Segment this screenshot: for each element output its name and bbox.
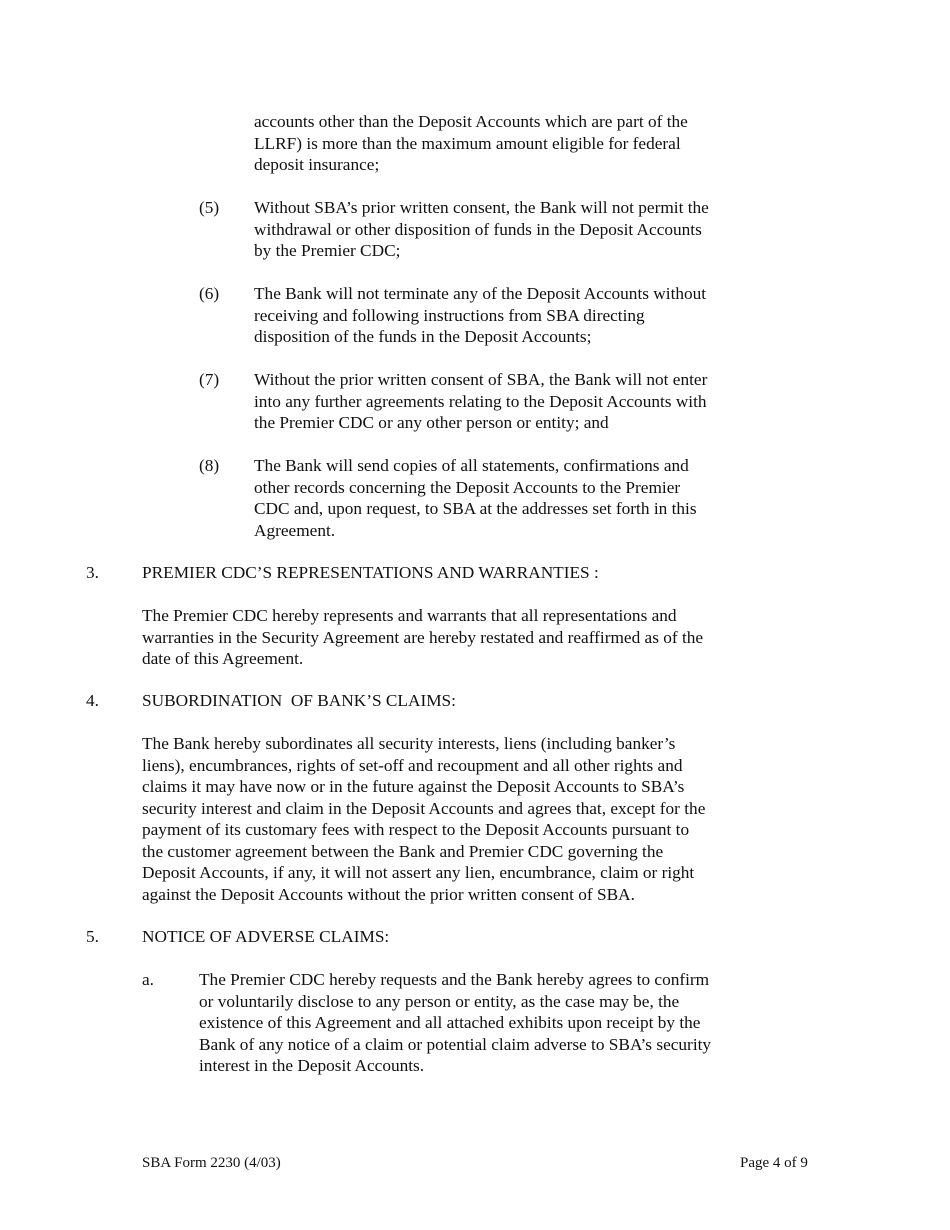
text-line: CDC and, upon request, to SBA at the addresses set forth in this <box>254 499 697 518</box>
text-line: the Premier CDC or any other person or entity; and <box>254 413 609 432</box>
text-line: claims it may have now or in the future against the Deposit Accounts to SBA’s <box>142 777 685 796</box>
sub-item-5-label: (5) <box>199 198 220 217</box>
sub-item-6-label: (6) <box>199 284 220 303</box>
text-line: Without the prior written consent of SBA, the Bank will not enter <box>254 370 708 389</box>
text-line: interest in the Deposit Accounts. <box>199 1056 425 1075</box>
text-line: or voluntarily disclose to any person or entity, as the case may be, the <box>199 991 680 1011</box>
text-line: the customer agreement between the Bank and Premier CDC governing the <box>142 841 664 861</box>
section-4-number: 4. <box>86 691 99 710</box>
section-4-heading: SUBORDINATION OF BANK’S CLAIMS: <box>142 691 456 710</box>
footer-form-id: SBA Form 2230 (4/03) <box>142 1155 281 1171</box>
section-3-heading: PREMIER CDC’S REPRESENTATIONS AND WARRANTIES : <box>142 563 599 582</box>
continuation-paragraph <box>254 111 774 176</box>
sub-item-8-label: (8) <box>199 456 220 475</box>
text-line: receiving and following instructions from SBA directing <box>254 305 645 325</box>
sub-item-7-label: (7) <box>199 370 220 389</box>
footer-page-number: Page 4 of 9 <box>740 1155 808 1171</box>
sub-item-7-text <box>254 369 774 434</box>
section-5-sub-a-label: a. <box>142 970 154 989</box>
section-3-paragraph <box>142 605 782 670</box>
text-line: withdrawal or other disposition of funds in the Deposit Accounts <box>254 219 702 239</box>
sub-item-5-text <box>254 197 774 262</box>
text-line: accounts other than the Deposit Accounts which are part of the <box>254 112 688 131</box>
text-line: deposit insurance; <box>254 155 380 174</box>
text-line: other records concerning the Deposit Accounts to the Premier <box>254 477 681 497</box>
text-line: The Bank will send copies of all statements, confirmations and <box>254 456 689 475</box>
section-3-number: 3. <box>86 563 99 582</box>
sub-item-8-text <box>254 455 774 541</box>
text-line: The Premier CDC hereby represents and warrants that all representations and <box>142 606 677 625</box>
text-line: Without SBA’s prior written consent, the Bank will not permit the <box>254 198 709 217</box>
section-5-number: 5. <box>86 927 99 946</box>
text-line: liens), encumbrances, rights of set-off and recoupment and all other rights and <box>142 755 683 775</box>
sub-item-6-text <box>254 283 774 348</box>
text-line: against the Deposit Accounts without the prior written consent of SBA. <box>142 884 635 904</box>
text-line: by the Premier CDC; <box>254 241 401 260</box>
text-line: The Bank hereby subordinates all security interests, liens (including banker’s <box>142 734 676 753</box>
text-line: disposition of the funds in the Deposit Accounts; <box>254 327 592 346</box>
text-line: Bank of any notice of a claim or potential claim adverse to SBA’s security <box>199 1034 712 1054</box>
text-line: LLRF) is more than the maximum amount eligible for federal <box>254 133 681 153</box>
text-line: Deposit Accounts, if any, it will not assert any lien, encumbrance, claim or right <box>142 863 695 882</box>
text-line: security interest and claim in the Deposit Accounts and agrees that, except for the <box>142 798 706 818</box>
text-line: The Premier CDC hereby requests and the Bank hereby agrees to confirm <box>199 970 710 989</box>
text-line: into any further agreements relating to the Deposit Accounts with <box>254 391 707 411</box>
text-line: existence of this Agreement and all attached exhibits upon receipt by the <box>199 1013 701 1032</box>
text-line: date of this Agreement. <box>142 649 304 668</box>
text-line: Agreement. <box>254 520 336 540</box>
text-line: payment of its customary fees with respect to the Deposit Accounts pursuant to <box>142 820 690 839</box>
text-line: warranties in the Security Agreement are hereby restated and reaffirmed as of the <box>142 627 704 647</box>
text-line: The Bank will not terminate any of the Deposit Accounts without <box>254 284 707 303</box>
section-5-heading: NOTICE OF ADVERSE CLAIMS: <box>142 927 390 946</box>
section-5-sub-a-text <box>199 969 779 1077</box>
section-4-paragraph <box>142 733 782 905</box>
